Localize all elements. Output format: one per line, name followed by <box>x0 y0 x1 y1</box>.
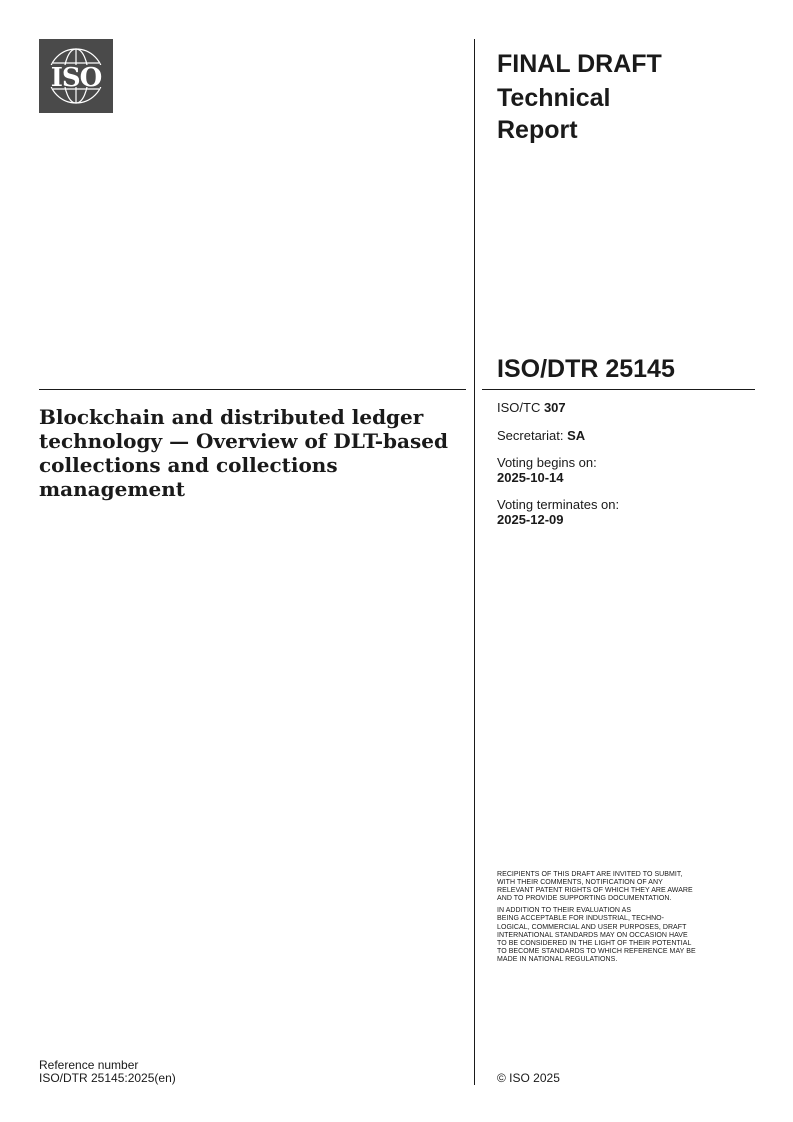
iso-logo <box>39 39 113 113</box>
notice-paragraph-1: RECIPIENTS OF THIS DRAFT ARE INVITED TO SUBMIT, WITH THEIR COMMENTS, NOTIFICATION OF ANY RELEVANT PATENT RIGHTS OF WHICH THEY ARE AWARE AND TO PROVIDE SUPPORTING DOCUMENTATION. <box>497 871 693 903</box>
doc-type-line1: Technical <box>497 84 611 112</box>
secretariat-label: Secretariat: <box>497 428 568 443</box>
iso-globe-logo-icon <box>39 39 113 113</box>
reference-number <box>39 1059 176 1085</box>
voting-terminates-row <box>497 497 747 527</box>
voting-terminates-label: Voting terminates on: <box>497 497 620 512</box>
svg-text:ISO: ISO <box>50 63 102 93</box>
number-rule <box>482 389 755 390</box>
vertical-divider <box>474 39 475 1085</box>
document-meta <box>497 400 747 539</box>
copyright: © ISO 2025 <box>497 1071 560 1085</box>
draft-label: FINAL DRAFT <box>497 50 662 78</box>
voting-terminates-value: 2025-12-09 <box>497 512 564 527</box>
reference-value: ISO/DTR 25145:2025(en) <box>39 1071 176 1085</box>
notice-paragraph-2: IN ADDITION TO THEIR EVALUATION AS BEING ACCEPTABLE FOR INDUSTRIAL, TECHNO- LOGICAL, COMMERCIAL AND USER PURPOSES, DRAFT INTERNATIONAL STANDARDS MAY ON OCCASION HAVE TO BE CONSIDERED IN THE LIGHT OF THEIR POTENTIAL TO BECOME STANDARDS TO WHICH REFERENCE MAY BE MADE IN NATIONAL REGULATIONS. <box>497 907 696 963</box>
title-rule <box>39 389 466 390</box>
document-number: ISO/DTR 25145 <box>497 355 675 383</box>
voting-begins-value: 2025-10-14 <box>497 470 564 485</box>
voting-begins-row <box>497 455 747 485</box>
secretariat-value: SA <box>567 428 586 443</box>
reference-label: Reference number <box>39 1058 139 1072</box>
document-title: Blockchain and distributed ledger technology — Overview of DLT-based collections and collections management <box>39 405 448 501</box>
committee-value: 307 <box>543 400 566 415</box>
doc-type-line2: Report <box>497 116 578 144</box>
voting-begins-label: Voting begins on: <box>497 455 597 470</box>
committee-label: ISO/TC <box>497 400 544 415</box>
draft-notice <box>497 871 755 968</box>
document-type <box>497 47 747 145</box>
committee-row <box>497 400 747 415</box>
secretariat-row <box>497 428 747 443</box>
